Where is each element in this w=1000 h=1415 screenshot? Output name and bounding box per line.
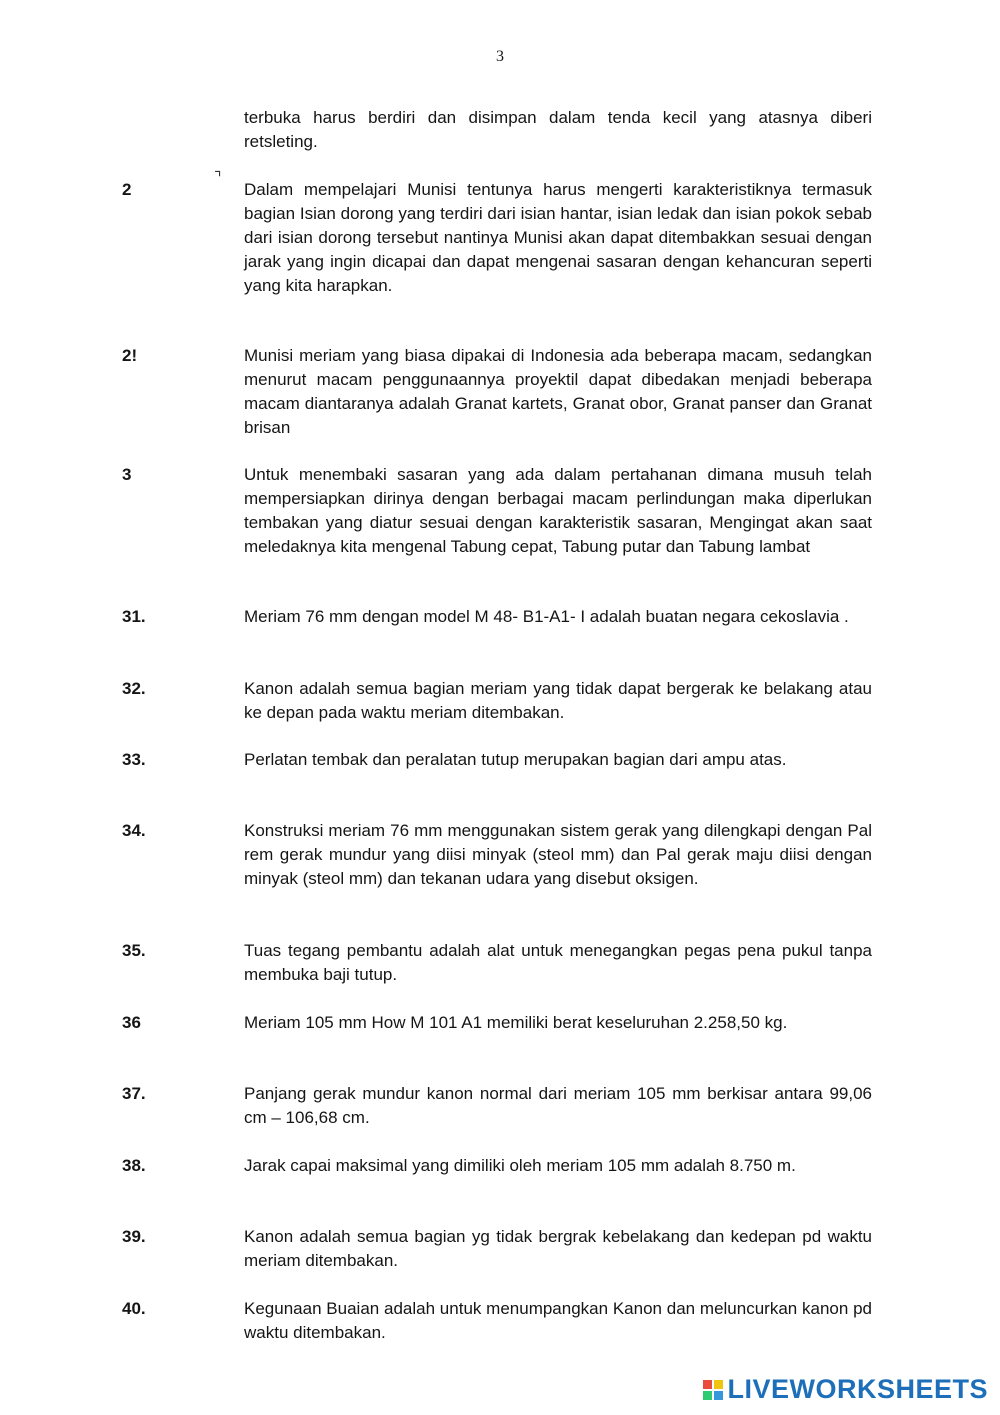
item-number: 3 <box>122 465 132 484</box>
item-number: 34. <box>122 821 146 840</box>
item-text: Panjang gerak mundur kanon normal dari meriam 105 mm berkisar antara 99,06 cm – 106,68 cm. <box>244 1084 872 1127</box>
item-number: 36 <box>122 1013 141 1032</box>
item-text: Meriam 76 mm dengan model M 48- B1-A1- I adalah buatan negara cekoslavia . <box>244 607 849 626</box>
item-number: 31. <box>122 607 146 626</box>
logo-square-icon <box>703 1391 712 1400</box>
logo-square-icon <box>714 1380 723 1389</box>
item-text: Meriam 105 mm How M 101 A1 memiliki berat keseluruhan 2.258,50 kg. <box>244 1013 788 1032</box>
page-number: 3 <box>496 48 504 65</box>
liveworksheets-logo <box>703 1374 988 1405</box>
item-number: 39. <box>122 1227 146 1246</box>
item-text: Perlatan tembak dan peralatan tutup merupakan bagian dari ampu atas. <box>244 750 787 769</box>
brand-name: LIVEWORKSHEETS <box>727 1374 988 1404</box>
item-text: Untuk menembaki sasaran yang ada dalam pertahanan dimana musuh telah mempersiapkan dirinya dengan berbagai macam perlindungan maka diperlukan tembakan yang diatur sesuai dengan karakteristik sasaran, Mengingat akan saat meledaknya kita mengenal Tabung cepat, Tabung putar dan Tabung lambat <box>244 465 872 556</box>
item-text: Dalam mempelajari Munisi tentunya harus mengerti karakteristiknya termasuk bagian Isian dorong yang terdiri dari isian hantar, isian ledak dan isian pokok sebab dari isian dorong tersebut nantinya Munisi akan dapat ditembakkan sesuai dengan jarak yang ingin dicapai dan dapat mengenai sasaran dengan kehancuran seperti yang kita harapkan. <box>244 180 872 295</box>
pen-mark: ⌝ <box>214 170 222 187</box>
continuation-text: terbuka harus berdiri dan disimpan dalam tenda kecil yang atasnya diberi retsleting. <box>244 108 872 151</box>
item-number: 38. <box>122 1156 146 1175</box>
item-text: Kegunaan Buaian adalah untuk menumpangkan Kanon dan meluncurkan kanon pd waktu ditembakan. <box>244 1299 872 1342</box>
item-text: Kanon adalah semua bagian yg tidak bergrak kebelakang dan kedepan pd waktu meriam ditembakan. <box>244 1227 872 1270</box>
item-number: 2! <box>122 346 138 365</box>
item-number: 35. <box>122 941 146 960</box>
item-text: Munisi meriam yang biasa dipakai di Indonesia ada beberapa macam, sedangkan menurut macam penggunaannya proyektil dapat dibedakan menjadi beberapa macam diantaranya adalah Granat kartets, Granat obor, Granat panser dan Granat brisan <box>244 346 872 437</box>
item-number: 2 <box>122 180 132 199</box>
item-text: Kanon adalah semua bagian meriam yang tidak dapat bergerak ke belakang atau ke depan pada waktu meriam ditembakan. <box>244 679 872 722</box>
item-text: Konstruksi meriam 76 mm menggunakan sistem gerak yang dilengkapi dengan Pal rem gerak mundur yang diisi minyak (steol mm) dan Pal gerak maju diisi dengan minyak (steol mm) dan tekanan udara yang disebut oksigen. <box>244 821 872 888</box>
logo-square-icon <box>714 1391 723 1400</box>
item-text: Tuas tegang pembantu adalah alat untuk menegangkan pegas pena pukul tanpa membuka baji tutup. <box>244 941 872 984</box>
logo-grid-icon <box>703 1380 723 1400</box>
item-number: 37. <box>122 1084 146 1103</box>
logo-square-icon <box>703 1380 712 1389</box>
item-number: 32. <box>122 679 146 698</box>
item-number: 33. <box>122 750 146 769</box>
item-number: 40. <box>122 1299 146 1318</box>
item-text: Jarak capai maksimal yang dimiliki oleh meriam 105 mm adalah 8.750 m. <box>244 1156 796 1175</box>
